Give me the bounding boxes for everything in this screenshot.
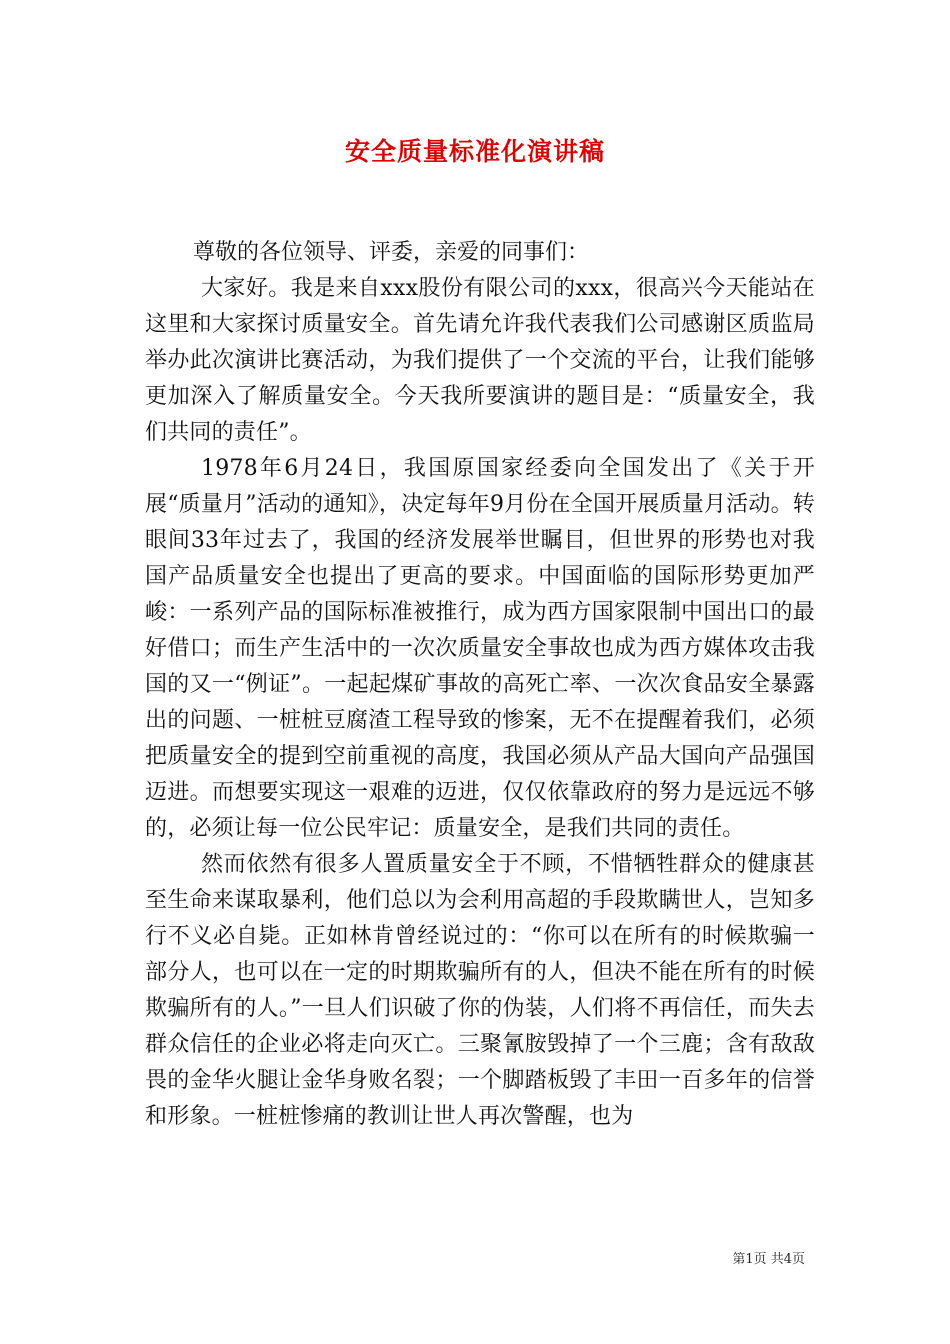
greeting-line: 尊敬的各位领导、评委，亲爱的同事们： [193, 240, 590, 265]
document-title: 安全质量标准化演讲稿 [344, 137, 605, 166]
page-number-footer: 第1页 共4页 [732, 1252, 805, 1267]
paragraph-3: 然而依然有很多人置质量安全于不顾，不惜牺牲群众的健康甚至生命来谋取暴利，他们总以为会利用高超的手段欺瞒世人，岂知多行不义必自毙。正如林肯曾经说过的：“你可以在所有的时候欺骗一部分人，也可以在一定的时期欺骗所有的人，但决不能在所有的时候欺骗所有的人。”一旦人们识破了你的伪装，人们将不再信任，而失去群众信任的企业必将走向灭亡。三聚氰胺毁掉了一个三鹿；含有敌敌畏的金华火腿让金华身败名裂；一个脚踏板毁了丰田一百多年的信誉和形象。一桩桩惨痛的教训让世人再次警醒，也为 [145, 852, 815, 1129]
paragraph-2: 1978年6月24日，我国原国家经委向全国发出了《关于开展“质量月”活动的通知》，决定每年9月份在全国开展质量月活动。转眼间33年过去了，我国的经济发展举世瞩目，但世界的形势也对我国产品质量安全也提出了更高的要求。中国面临的国际形势更加严峻：一系列产品的国际标准被推行，成为西方国家限制中国出口的最好借口；而生产生活中的一次次质量安全事故也成为西方媒体攻击我国的又一“例证”。一起起煤矿事故的高死亡率、一次次食品安全暴露出的问题、一桩桩豆腐渣工程导致的惨案，无不在提醒着我们，必须把质量安全的提到空前重视的高度，我国必须从产品大国向产品强国迈进。而想要实现这一艰难的迈进，仅仅依靠政府的努力是远远不够的，必须让每一位公民牢记：质量安全，是我们共同的责任。 [145, 456, 815, 841]
document-body [145, 235, 815, 1135]
paragraph-1: 大家好。我是来自xxx股份有限公司的xxx，很高兴今天能站在这里和大家探讨质量安全。首先请允许我代表我们公司感谢区质监局举办此次演讲比赛活动，为我们提供了一个交流的平台，让我们能够更加深入了解质量安全。今天我所要演讲的题目是：“质量安全，我们共同的责任”。 [145, 276, 815, 445]
